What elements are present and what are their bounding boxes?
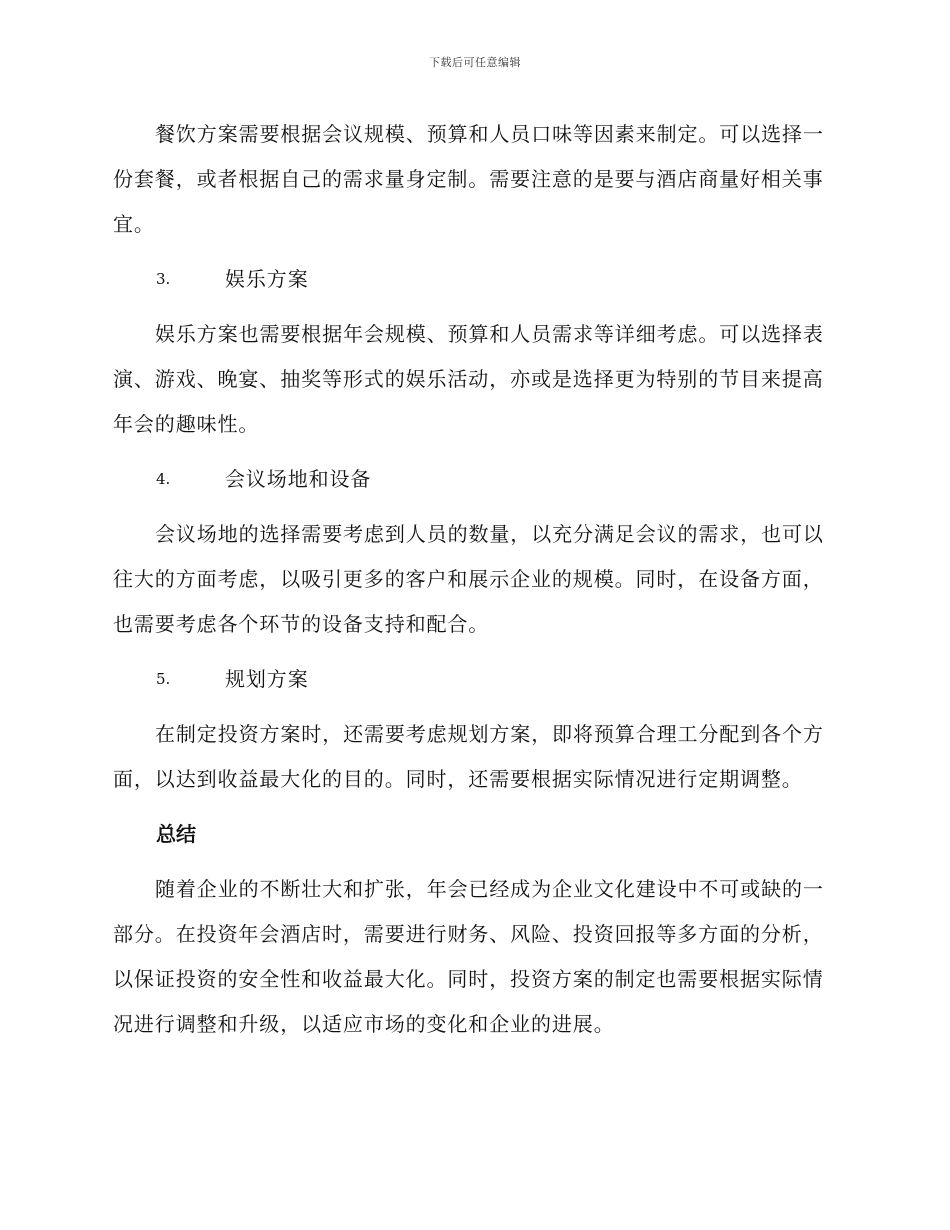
page-header: 下载后可任意编辑 — [429, 56, 521, 69]
list-item-label: 规划方案 — [225, 667, 309, 691]
list-item-venue — [113, 457, 833, 502]
list-item-label: 娱乐方案 — [225, 267, 309, 291]
paragraph-entertainment: 娱乐方案也需要根据年会规模、预算和人员需求等详细考虑。可以选择表演、游戏、晚宴、抽奖等形式的娱乐活动，亦或是选择更为特别的节目来提高年会的趣味性。 — [113, 322, 824, 436]
summary-heading: 总结 — [156, 822, 196, 846]
list-item-label: 会议场地和设备 — [225, 467, 372, 491]
paragraph-summary: 随着企业的不断壮大和扩张，年会已经成为企业文化建设中不可或缺的一部分。在投资年会酒店时，需要进行财务、风险、投资回报等多方面的分析，以保证投资的安全性和收益最大化。同时，投资方案的制定也需要根据实际情况进行调整和升级，以适应市场的变化和企业的进展。 — [113, 877, 824, 1036]
paragraph-venue: 会议场地的选择需要考虑到人员的数量，以充分满足会议的需求，也可以往大的方面考虑，以吸引更多的客户和展示企业的规模。同时，在设备方面，也需要考虑各个环节的设备支持和配合。 — [113, 522, 824, 636]
paragraph-catering: 餐饮方案需要根据会议规模、预算和人员口味等因素来制定。可以选择一份套餐，或者根据自己的需求量身定制。需要注意的是要与酒店商量好相关事宜。 — [113, 122, 824, 236]
list-item-number: 4. — [156, 470, 171, 488]
list-item-number: 3. — [156, 270, 171, 288]
paragraph-planning: 在制定投资方案时，还需要考虑规划方案，即将预算合理工分配到各个方面，以达到收益最大化的目的。同时，还需要根据实际情况进行定期调整。 — [113, 722, 824, 791]
list-item-entertainment — [113, 257, 833, 302]
list-item-number: 5. — [156, 670, 171, 688]
list-item-planning — [113, 657, 833, 702]
document-body — [113, 112, 833, 1057]
